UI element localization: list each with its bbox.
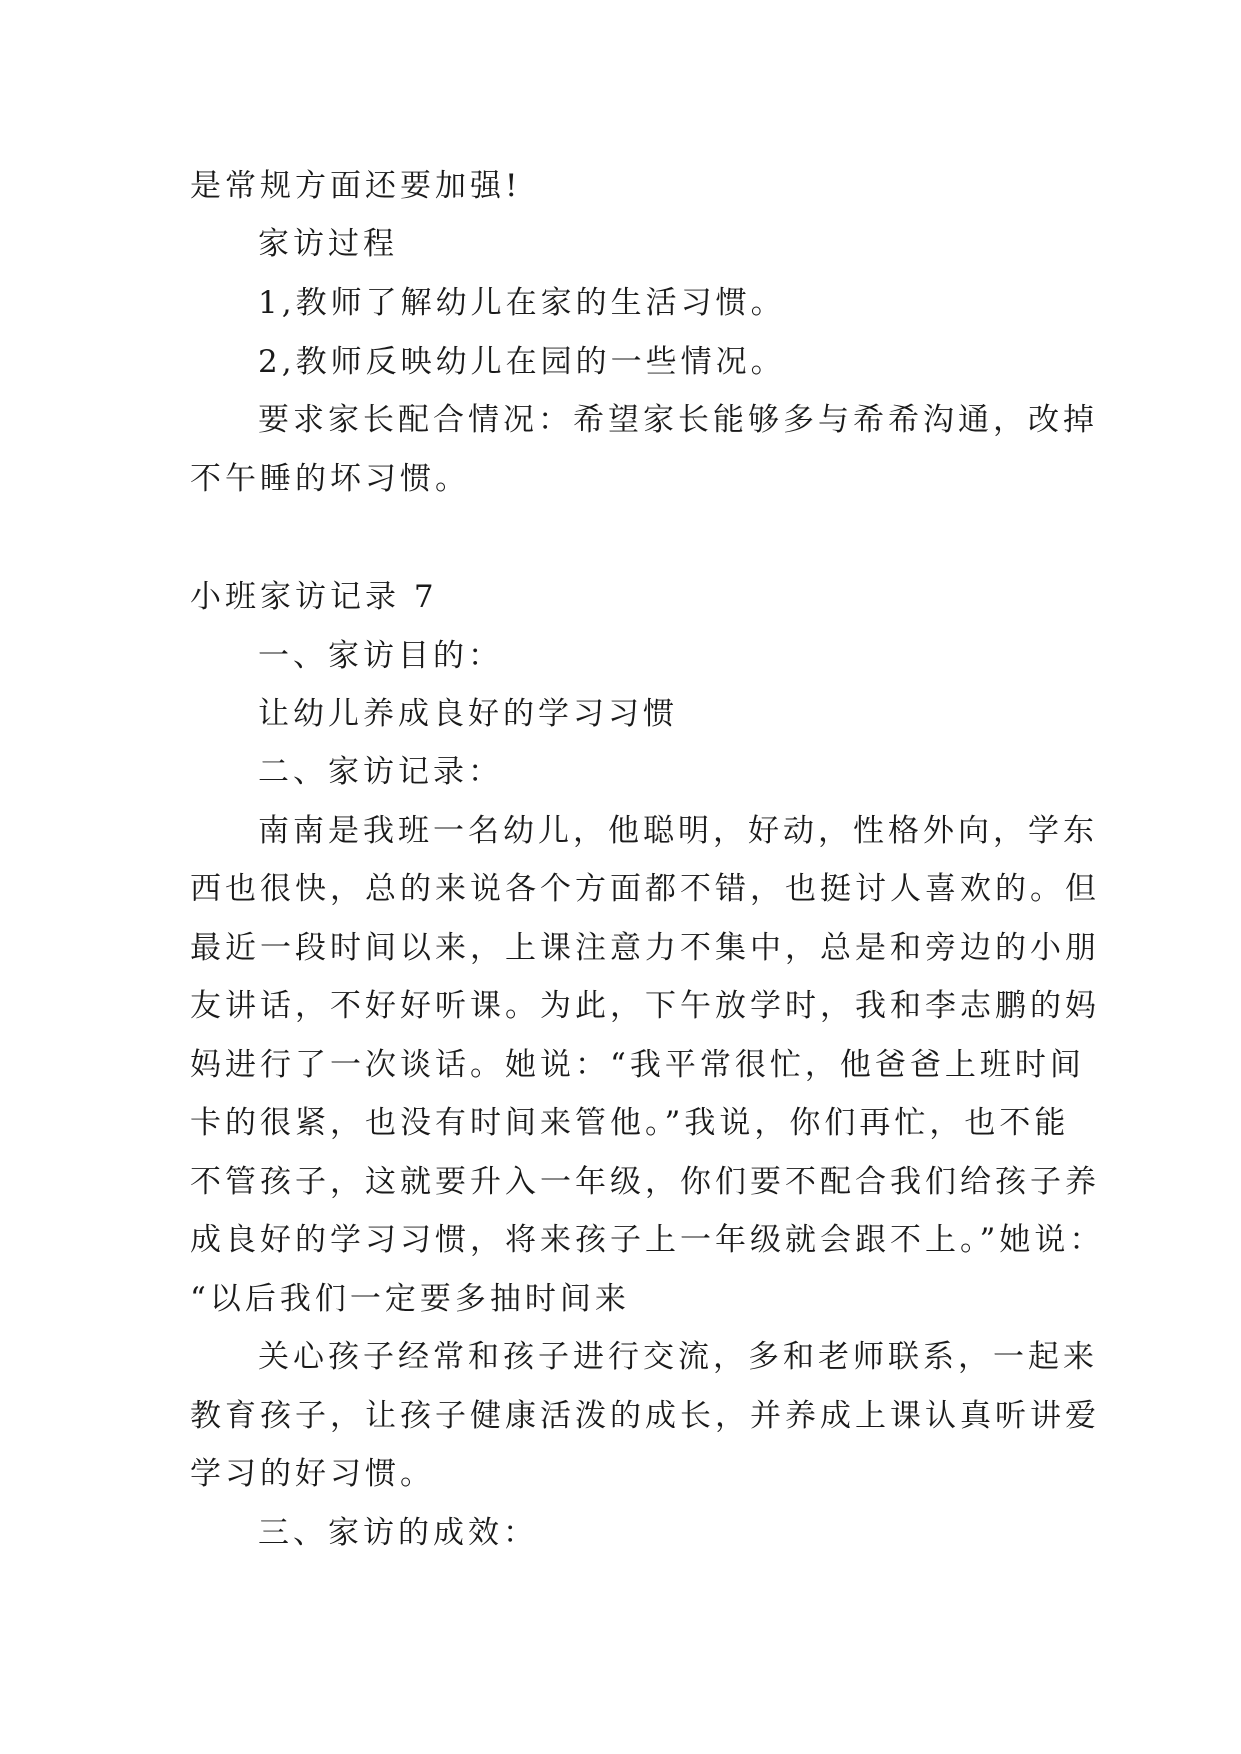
paragraph-line: 成良好的学习习惯，将来孩子上一年级就会跟不上。”她说： [190, 1222, 1105, 1258]
paragraph-line: 不管孩子，这就要升入一年级，你们要不配合我们给孩子养 [190, 1164, 1100, 1200]
paragraph-line: 教育孩子，让孩子健康活泼的成长，并养成上课认真听讲爱 [190, 1398, 1100, 1434]
section-heading: 家访过程 [258, 226, 398, 262]
paragraph-line: 关心孩子经常和孩子进行交流，多和老师联系，一起来 [258, 1339, 1098, 1375]
paragraph-line: 要求家长配合情况：希望家长能够多与希希沟通，改掉 [258, 402, 1098, 438]
list-item: 2,教师反映幼儿在园的一些情况。 [258, 344, 786, 380]
section-heading: 一、家访目的： [258, 638, 503, 674]
section-heading: 三、家访的成效： [258, 1515, 538, 1551]
paragraph-line: “以后我们一定要多抽时间来 [190, 1281, 630, 1317]
paragraph-line: 南南是我班一名幼儿，他聪明，好动，性格外向，学东 [258, 813, 1098, 849]
paragraph-line: 是常规方面还要加强! [190, 168, 522, 204]
paragraph-line: 让幼儿养成良好的学习习惯 [258, 696, 678, 732]
paragraph-line: 学习的好习惯。 [190, 1456, 435, 1492]
paragraph-line: 不午睡的坏习惯。 [190, 461, 470, 497]
paragraph-line: 西也很快，总的来说各个方面都不错，也挺讨人喜欢的。但 [190, 871, 1100, 907]
section-heading: 二、家访记录： [258, 754, 503, 790]
document-title: 小班家访记录 7 [190, 579, 438, 615]
list-item: 1,教师了解幼儿在家的生活习惯。 [258, 285, 786, 321]
paragraph-line: 妈进行了一次谈话。她说：“我平常很忙，他爸爸上班时间 [190, 1047, 1085, 1083]
paragraph-line: 卡的很紧，也没有时间来管他。”我说，你们再忙，也不能 [190, 1105, 1070, 1141]
paragraph-line: 友讲话，不好好听课。为此，下午放学时，我和李志鹏的妈 [190, 988, 1100, 1024]
paragraph-line: 最近一段时间以来，上课注意力不集中，总是和旁边的小朋 [190, 930, 1100, 966]
